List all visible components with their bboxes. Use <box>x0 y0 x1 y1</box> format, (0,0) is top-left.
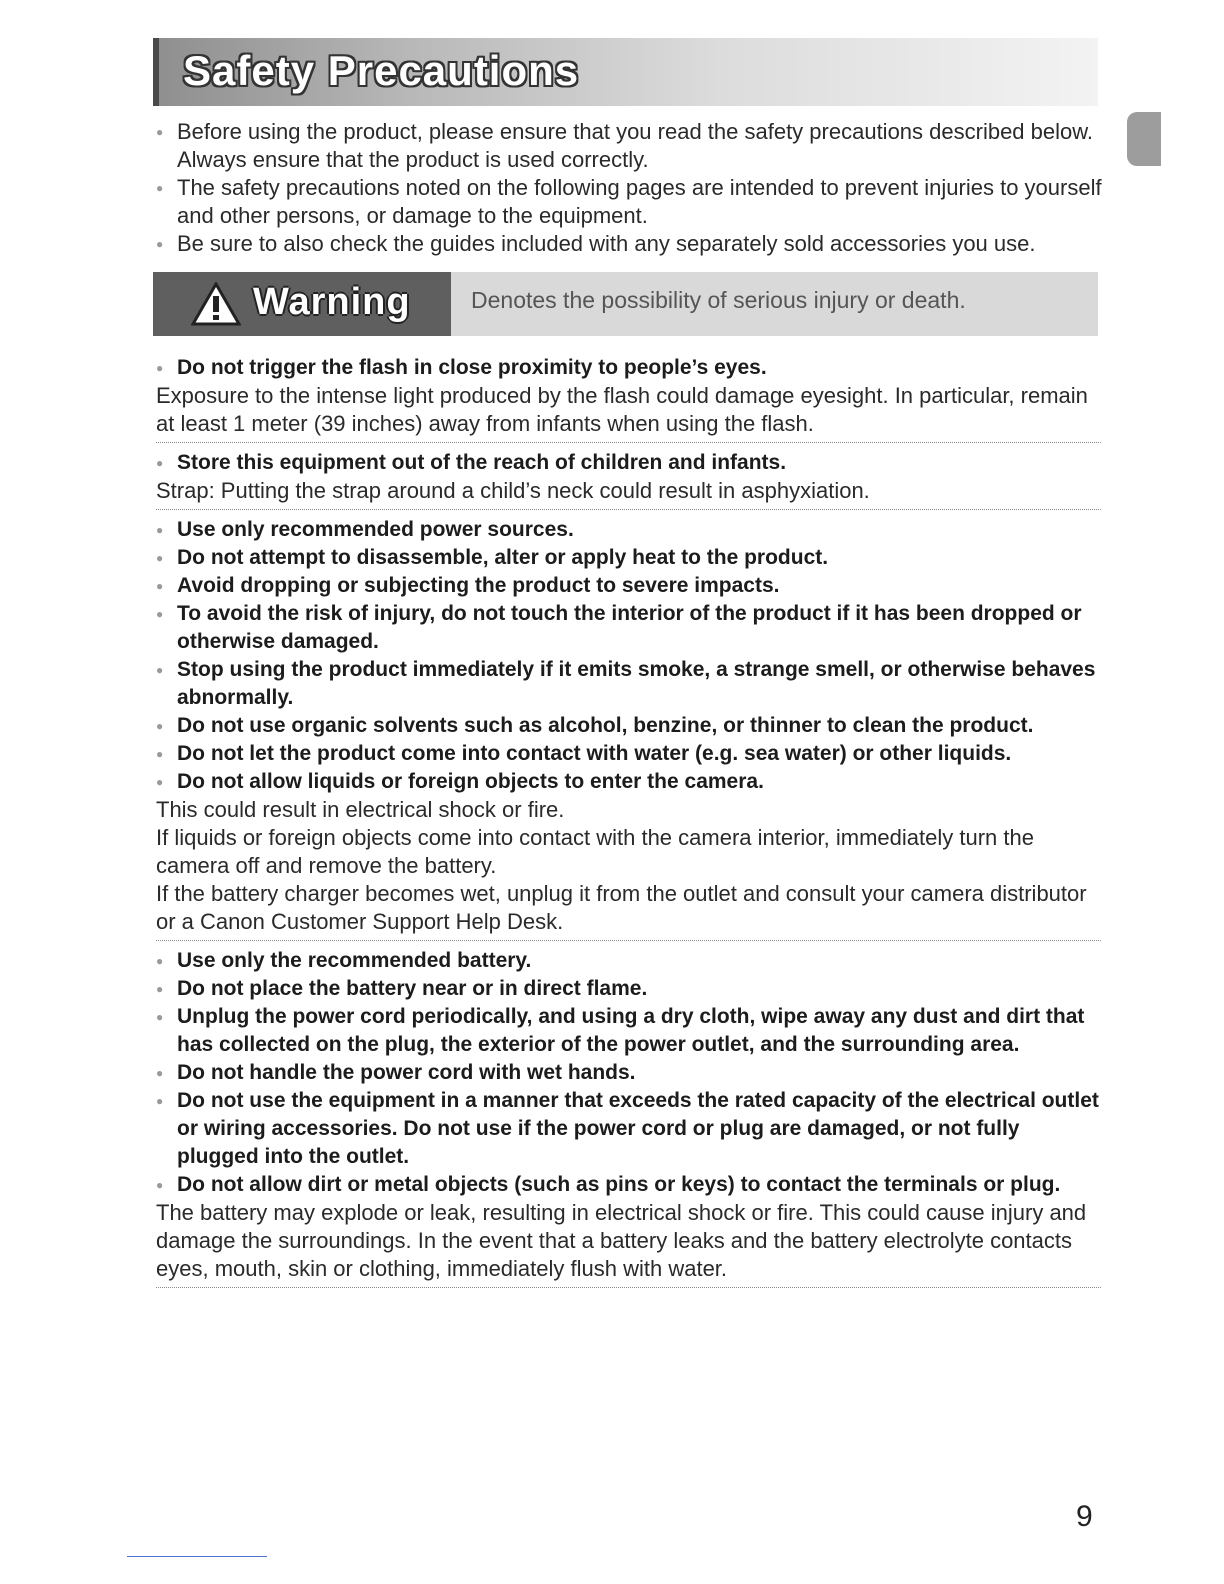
bullet-marker-icon: ● <box>156 237 164 251</box>
precaution-body: If the battery charger becomes wet, unplug it from the outlet and consult your camera distributor or a Canon Customer Support Help Desk. <box>156 881 1087 934</box>
intro-bullet <box>156 174 1106 230</box>
bullet-marker-icon: ● <box>156 663 164 677</box>
footer-rule <box>127 1556 267 1557</box>
precaution-heading <box>156 1087 1101 1171</box>
precaution-heading <box>156 656 1101 712</box>
intro-bullet <box>156 230 1106 258</box>
precaution-heading <box>156 1003 1101 1059</box>
page-number: 9 <box>1076 1500 1093 1533</box>
precaution-heading <box>156 572 1101 600</box>
precaution-body: The battery may explode or leak, resulting in electrical shock or fire. This could cause injury and damage the surroundings. In the event that a battery leaks and the battery electrolyte contacts eyes, mouth, skin or clothing, immediately flush with water. <box>156 1200 1087 1281</box>
precaution-heading <box>156 740 1101 768</box>
bullet-marker-icon: ● <box>156 361 164 375</box>
page-title: Safety Precautions <box>183 47 580 94</box>
chapter-tab-marker <box>1127 112 1161 166</box>
precaution-heading <box>156 768 1101 796</box>
bullet-marker-icon: ● <box>156 719 164 733</box>
precaution-body: Exposure to the intense light produced by the flash could damage eyesight. In particular, remain at least 1 meter (39 inches) away from infants when using the flash. <box>156 383 1088 436</box>
bullet-marker-icon: ● <box>156 1010 164 1024</box>
precaution-heading <box>156 947 1101 975</box>
precaution-heading <box>156 1059 1101 1087</box>
bullet-marker-icon: ● <box>156 1178 164 1192</box>
precaution-heading <box>156 712 1101 740</box>
precaution-heading-text: Do not handle the power cord with wet hands. <box>177 1061 636 1084</box>
title-banner <box>153 38 1098 106</box>
precaution-heading <box>156 516 1101 544</box>
precaution-heading-text: Avoid dropping or subjecting the product to severe impacts. <box>177 574 780 597</box>
warning-description: Denotes the possibility of serious injury or death. <box>471 287 966 313</box>
precaution-heading-text: Do not use organic solvents such as alcohol, benzine, or thinner to clean the product. <box>177 714 1034 737</box>
intro-bullet-text: The safety precautions noted on the following pages are intended to prevent injuries to yourself and other persons, or damage to the equipment. <box>177 175 1102 228</box>
bullet-marker-icon: ● <box>156 1066 164 1080</box>
precaution-heading-text: Do not use the equipment in a manner that exceeds the rated capacity of the electrical outlet or wiring accessories. Do not use if the power cord or plug are damaged, or not fully plugged into the outlet. <box>177 1089 1099 1168</box>
precaution-heading-text: Store this equipment out of the reach of children and infants. <box>177 451 787 474</box>
warning-description-box <box>451 272 1098 336</box>
bullet-marker-icon: ● <box>156 579 164 593</box>
precaution-heading-text: Do not attempt to disassemble, alter or apply heat to the product. <box>177 546 829 569</box>
precaution-heading-text: Do not let the product come into contact with water (e.g. sea water) or other liquids. <box>177 742 1012 765</box>
precaution-heading <box>156 449 1101 477</box>
bullet-marker-icon: ● <box>156 954 164 968</box>
bullet-marker-icon: ● <box>156 747 164 761</box>
precaution-body: This could result in electrical shock or fire. <box>156 797 565 822</box>
precaution-section-battery <box>156 947 1101 1288</box>
precaution-section-children <box>156 449 1101 510</box>
bullet-marker-icon: ● <box>156 523 164 537</box>
precaution-heading <box>156 1171 1101 1199</box>
precaution-sections <box>156 354 1101 1294</box>
precaution-heading-text: Stop using the product immediately if it emits smoke, a strange smell, or otherwise behaves abnormally. <box>177 658 1096 709</box>
warning-label-box <box>153 272 451 336</box>
bullet-marker-icon: ● <box>156 456 164 470</box>
precaution-heading <box>156 600 1101 656</box>
intro-bullet-text: Before using the product, please ensure that you read the safety precautions described below. Always ensure that the product is used correctly. <box>177 119 1094 172</box>
precaution-heading <box>156 975 1101 1003</box>
precaution-heading-text: Do not allow liquids or foreign objects to enter the camera. <box>177 770 764 793</box>
precaution-heading-text: Do not allow dirt or metal objects (such as pins or keys) to contact the terminals or plug. <box>177 1173 1061 1196</box>
bullet-marker-icon: ● <box>156 775 164 789</box>
precaution-heading-text: Do not place the battery near or in direct flame. <box>177 977 648 1000</box>
intro-list <box>156 118 1106 258</box>
warning-title: Warning <box>253 281 411 323</box>
intro-bullet-text: Be sure to also check the guides included with any separately sold accessories you use. <box>177 231 1036 256</box>
precaution-heading <box>156 354 1101 382</box>
precaution-heading-text: Use only the recommended battery. <box>177 949 532 972</box>
precaution-heading-text: Use only recommended power sources. <box>177 518 574 541</box>
precaution-heading-text: Do not trigger the flash in close proximity to people’s eyes. <box>177 356 767 379</box>
bullet-marker-icon: ● <box>156 1094 164 1108</box>
precaution-heading-text: Unplug the power cord periodically, and using a dry cloth, wipe away any dust and dirt that has collected on the plug, the exterior of the power outlet, and the surrounding area. <box>177 1005 1085 1056</box>
warning-triangle-icon <box>191 282 241 326</box>
precaution-section-power <box>156 516 1101 941</box>
bullet-marker-icon: ● <box>156 181 164 195</box>
intro-bullet <box>156 118 1106 174</box>
precaution-body: If liquids or foreign objects come into contact with the camera interior, immediately turn the camera off and remove the battery. <box>156 825 1034 878</box>
bullet-marker-icon: ● <box>156 125 164 139</box>
bullet-marker-icon: ● <box>156 607 164 621</box>
precaution-body: Strap: Putting the strap around a child’s neck could result in asphyxiation. <box>156 478 870 503</box>
precaution-heading-text: To avoid the risk of injury, do not touch the interior of the product if it has been dropped or otherwise damaged. <box>177 602 1082 653</box>
precaution-heading <box>156 544 1101 572</box>
bullet-marker-icon: ● <box>156 982 164 996</box>
precaution-section-flash <box>156 354 1101 443</box>
warning-banner <box>153 272 1098 336</box>
bullet-marker-icon: ● <box>156 551 164 565</box>
